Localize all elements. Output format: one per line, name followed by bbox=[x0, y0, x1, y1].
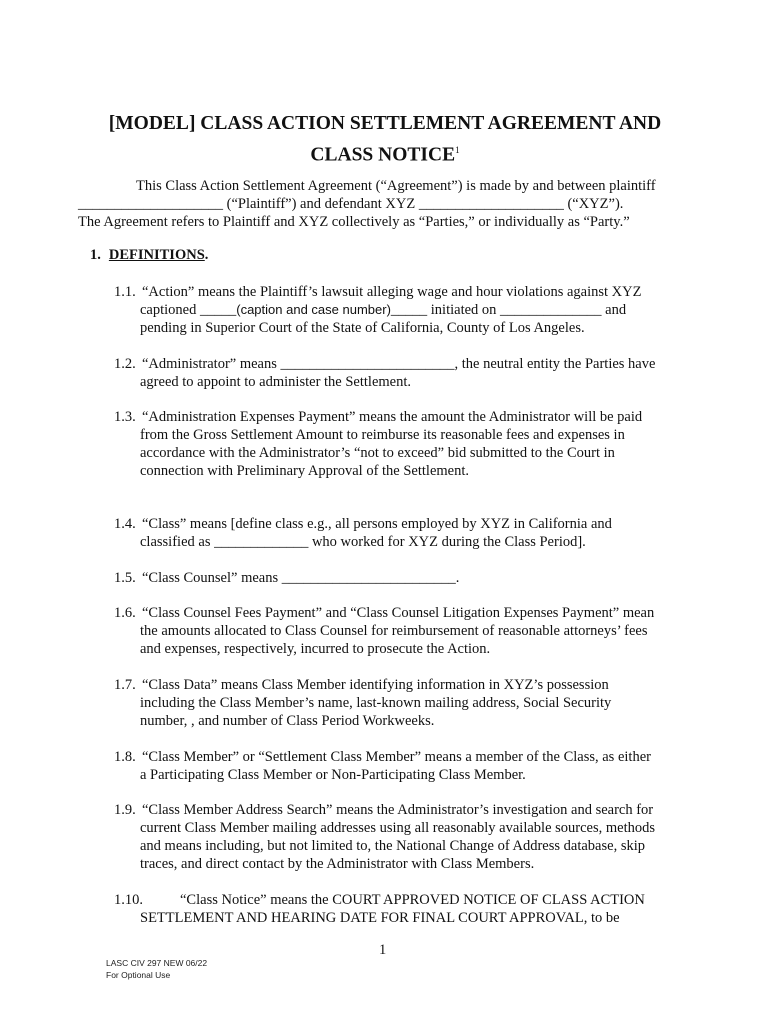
item-line: “Class” means [define class e.g., all persons employed by XYZ in California and bbox=[142, 516, 612, 532]
definition-item-1-7 bbox=[114, 676, 684, 730]
item-number: 1.7. bbox=[114, 677, 136, 693]
definition-item-1-9 bbox=[114, 801, 684, 873]
item-number: 1.5. bbox=[114, 570, 136, 586]
footer-usage-note: For Optional Use bbox=[106, 969, 171, 980]
definition-item-1-2 bbox=[114, 355, 684, 391]
item-line: “Administrator” means ________________________, the neutral entity the Parties have bbox=[142, 356, 656, 372]
item-line: including the Class Member’s name, last-known mailing address, Social Security bbox=[140, 695, 612, 711]
item-line: and expenses, respectively, incurred to prosecute the Action. bbox=[140, 641, 491, 657]
title-line-1: [MODEL] CLASS ACTION SETTLEMENT AGREEMENT AND bbox=[108, 113, 662, 134]
item-line: traces, and direct contact by the Administrator with Class Members. bbox=[140, 856, 535, 872]
title-line-2-text: CLASS NOTICE bbox=[310, 144, 456, 166]
definition-item-1-10 bbox=[114, 891, 684, 927]
item-line: “Class Counsel Fees Payment” and “Class Counsel Litigation Expenses Payment” mean bbox=[142, 605, 655, 621]
item-line: “Administration Expenses Payment” means the amount the Administrator will be paid bbox=[142, 409, 643, 425]
item-line: “Class Member Address Search” means the Administrator’s investigation and search for bbox=[142, 802, 654, 818]
definition-item-1-8 bbox=[114, 748, 684, 784]
caption-placeholder: (caption and case number) bbox=[236, 302, 391, 317]
definition-item-1-6 bbox=[114, 604, 684, 658]
section-heading bbox=[90, 247, 208, 264]
item-line: pending in Superior Court of the State of California, County of Los Angeles. bbox=[140, 320, 585, 336]
item-line: “Class Member” or “Settlement Class Member” means a member of the Class, as either bbox=[142, 749, 651, 765]
captioned-suffix: _____ initiated on ______________ and bbox=[390, 302, 627, 318]
item-number: 1.8. bbox=[114, 749, 136, 765]
definition-item-1-4 bbox=[114, 515, 684, 551]
item-line: “Class Counsel” means ________________________. bbox=[142, 570, 460, 586]
intro-line-3: The Agreement refers to Plaintiff and XYZ collectively as “Parties,” or individually as “Party.” bbox=[78, 214, 630, 230]
item-line: classified as _____________ who worked for XYZ during the Class Period]. bbox=[140, 534, 586, 550]
item-number: 1.1. bbox=[114, 284, 136, 300]
item-number: 1.4. bbox=[114, 516, 136, 532]
item-line: “Class Data” means Class Member identifying information in XYZ’s possession bbox=[142, 677, 609, 693]
item-line: current Class Member mailing addresses using all reasonably available sources, methods bbox=[140, 820, 656, 836]
intro-line-1: This Class Action Settlement Agreement (“Agreement”) is made by and between plaintiff bbox=[136, 178, 656, 194]
item-number: 1.10. bbox=[114, 892, 143, 908]
document-title bbox=[60, 110, 710, 169]
page-number: 1 bbox=[379, 942, 387, 958]
item-number: 1.6. bbox=[114, 605, 136, 621]
section-number: 1. bbox=[90, 247, 101, 263]
footer-form-id: LASC CIV 297 NEW 06/22 bbox=[106, 958, 208, 968]
item-captioned-line bbox=[114, 301, 684, 319]
item-line: SETTLEMENT AND HEARING DATE FOR FINAL COURT APPROVAL, to be bbox=[140, 910, 620, 926]
item-line: a Participating Class Member or Non-Participating Class Member. bbox=[140, 767, 526, 783]
item-line: from the Gross Settlement Amount to reimburse its reasonable fees and expenses in bbox=[140, 427, 625, 443]
item-line: “Class Notice” means the COURT APPROVED NOTICE OF CLASS ACTION bbox=[180, 892, 645, 908]
section-title: DEFINITIONS bbox=[108, 247, 205, 263]
section-period: . bbox=[204, 247, 209, 263]
form-footer bbox=[106, 958, 207, 981]
item-line: agreed to appoint to administer the Settlement. bbox=[140, 374, 411, 390]
title-line-2 bbox=[60, 137, 710, 169]
footnote-mark: 1 bbox=[455, 145, 460, 155]
captioned-prefix: captioned _____ bbox=[140, 302, 237, 318]
item-number: 1.9. bbox=[114, 802, 136, 818]
item-line: and means including, but not limited to, the National Change of Address database, skip bbox=[140, 838, 645, 854]
item-number: 1.3. bbox=[114, 409, 136, 425]
item-line: number, , and number of Class Period Workweeks. bbox=[140, 713, 435, 729]
definition-item-1-5 bbox=[114, 569, 684, 587]
definition-item-1-3 bbox=[114, 408, 684, 480]
item-line: “Action” means the Plaintiff’s lawsuit alleging wage and hour violations against XYZ bbox=[142, 284, 642, 300]
definition-item-1-1 bbox=[114, 283, 684, 337]
item-line: connection with Preliminary Approval of the Settlement. bbox=[140, 463, 469, 479]
item-number: 1.2. bbox=[114, 356, 136, 372]
intro-paragraph bbox=[78, 177, 690, 231]
intro-line-2: ____________________ (“Plaintiff”) and defendant XYZ ____________________ (“XYZ”). bbox=[78, 196, 624, 212]
item-line: accordance with the Administrator’s “not to exceed” bid submitted to the Court in bbox=[140, 445, 615, 461]
item-line: the amounts allocated to Class Counsel for reimbursement of reasonable attorneys’ fees bbox=[140, 623, 648, 639]
